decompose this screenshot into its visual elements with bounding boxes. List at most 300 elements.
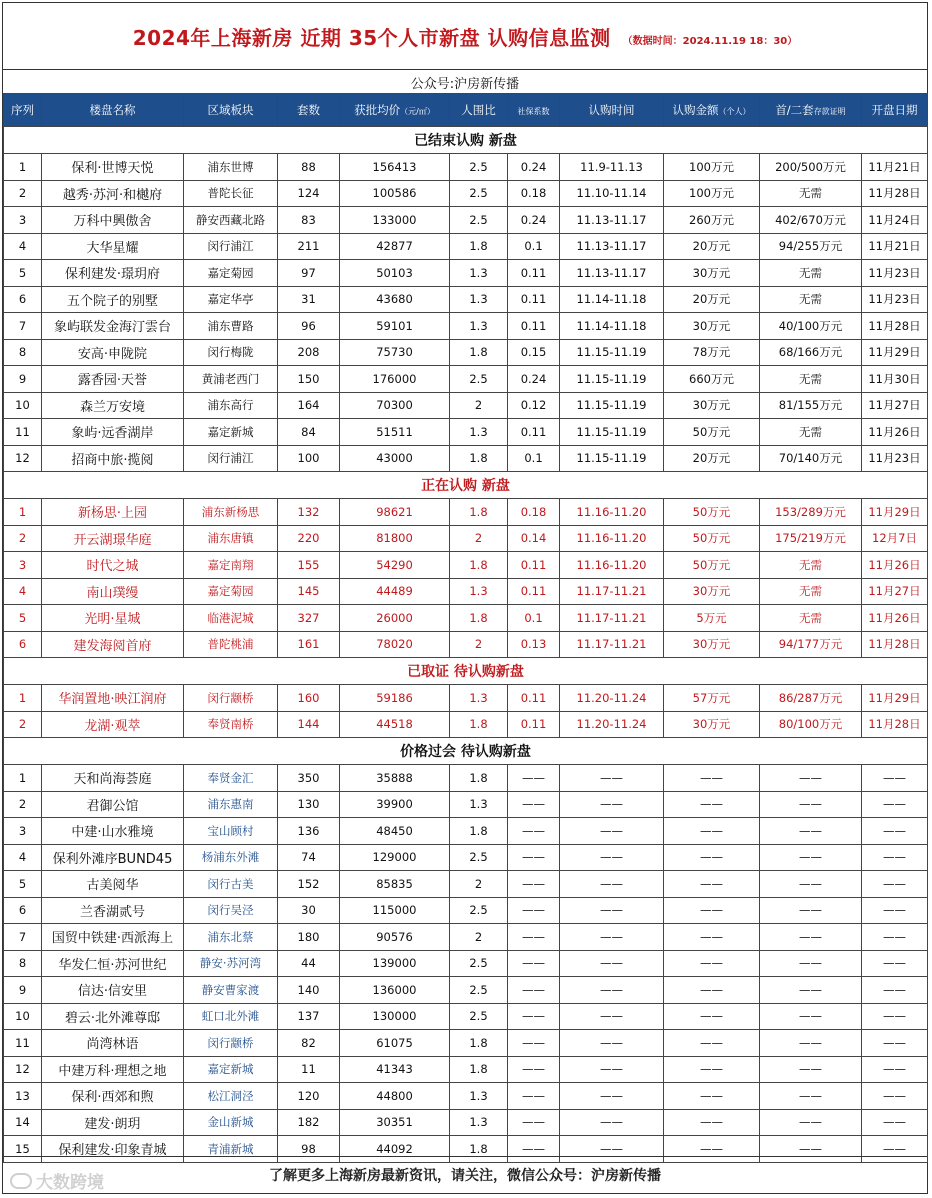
cell-price: 78020 bbox=[340, 631, 450, 658]
cell-downpay: 80/100万元 bbox=[760, 711, 862, 738]
section-title: 正在认购 新盘 bbox=[4, 472, 928, 499]
cell-open-date: —— bbox=[862, 1056, 928, 1083]
cell-social: —— bbox=[508, 1083, 560, 1110]
cell-social: —— bbox=[508, 950, 560, 977]
cell-social: 0.11 bbox=[508, 286, 560, 313]
cell-amount: 100万元 bbox=[664, 154, 760, 181]
cell-ratio: 2.5 bbox=[450, 844, 508, 871]
cell-units: 161 bbox=[278, 631, 340, 658]
cell-price: 42877 bbox=[340, 233, 450, 260]
table-row bbox=[4, 765, 928, 792]
cell-amount: 50万元 bbox=[664, 419, 760, 446]
cell-downpay: 70/140万元 bbox=[760, 445, 862, 472]
table-row bbox=[4, 180, 928, 207]
cell-district: 浦东曹路 bbox=[184, 313, 278, 340]
table-row bbox=[4, 552, 928, 579]
cell-price: 44092 bbox=[340, 1136, 450, 1163]
section-title: 价格过会 待认购新盘 bbox=[4, 738, 928, 765]
cell-downpay: —— bbox=[760, 1109, 862, 1136]
cell-ratio: 1.8 bbox=[450, 445, 508, 472]
cell-name: 君御公馆 bbox=[42, 791, 184, 818]
cell-downpay: 86/287万元 bbox=[760, 685, 862, 712]
cell-downpay: 200/500万元 bbox=[760, 154, 862, 181]
table-row bbox=[4, 1056, 928, 1083]
table-row bbox=[4, 605, 928, 632]
header-open-date: 开盘日期 bbox=[862, 94, 928, 127]
cell-time: 11.15-11.19 bbox=[560, 366, 664, 393]
cell-units: 120 bbox=[278, 1083, 340, 1110]
cell-name: 信达·信安里 bbox=[42, 977, 184, 1004]
cell-name: 南山璞缦 bbox=[42, 578, 184, 605]
cell-index: 7 bbox=[4, 924, 42, 951]
table-header-row bbox=[4, 94, 928, 127]
cell-ratio: 1.8 bbox=[450, 552, 508, 579]
cell-time: 11.20-11.24 bbox=[560, 711, 664, 738]
cell-downpay: —— bbox=[760, 1030, 862, 1057]
header-district: 区域板块 bbox=[184, 94, 278, 127]
cell-name: 中建万科·理想之地 bbox=[42, 1056, 184, 1083]
cell-units: 124 bbox=[278, 180, 340, 207]
cell-units: 220 bbox=[278, 525, 340, 552]
cell-units: 140 bbox=[278, 977, 340, 1004]
cell-social: —— bbox=[508, 871, 560, 898]
cell-name: 古美阅华 bbox=[42, 871, 184, 898]
table-row bbox=[4, 419, 928, 446]
data-timestamp: （数据时间：2024.11.19 18：30） bbox=[622, 35, 798, 47]
cell-index: 1 bbox=[4, 685, 42, 712]
cell-social: 0.11 bbox=[508, 685, 560, 712]
cell-social: 0.11 bbox=[508, 711, 560, 738]
cell-index: 2 bbox=[4, 711, 42, 738]
cell-downpay: —— bbox=[760, 977, 862, 1004]
cell-open-date: —— bbox=[862, 1003, 928, 1030]
cell-district: 闵行吴泾 bbox=[184, 897, 278, 924]
table-row bbox=[4, 339, 928, 366]
cell-price: 35888 bbox=[340, 765, 450, 792]
cell-social: —— bbox=[508, 924, 560, 951]
cell-open-date: 11月23日 bbox=[862, 286, 928, 313]
cell-name: 开云湖璟华庭 bbox=[42, 525, 184, 552]
cell-district: 静安西藏北路 bbox=[184, 207, 278, 234]
watermark-text: 大数跨境 bbox=[36, 1173, 104, 1193]
cell-units: 11 bbox=[278, 1056, 340, 1083]
cell-downpay: —— bbox=[760, 765, 862, 792]
cell-district: 浦东唐镇 bbox=[184, 525, 278, 552]
wechat-account: 公众号:沪房新传播 bbox=[3, 69, 927, 94]
cell-units: 182 bbox=[278, 1109, 340, 1136]
section-header bbox=[4, 472, 928, 499]
cell-name: 天和尚海荟庭 bbox=[42, 765, 184, 792]
cell-amount: —— bbox=[664, 791, 760, 818]
header-time: 认购时间 bbox=[560, 94, 664, 127]
cell-social: 0.14 bbox=[508, 525, 560, 552]
cell-open-date: 11月24日 bbox=[862, 207, 928, 234]
cell-index: 12 bbox=[4, 445, 42, 472]
cell-units: 145 bbox=[278, 578, 340, 605]
cell-index: 6 bbox=[4, 286, 42, 313]
cell-units: 98 bbox=[278, 1136, 340, 1163]
report-sheet bbox=[2, 2, 928, 1194]
cell-units: 350 bbox=[278, 765, 340, 792]
cell-index: 7 bbox=[4, 313, 42, 340]
table-row bbox=[4, 631, 928, 658]
cell-district: 奉贤金汇 bbox=[184, 765, 278, 792]
cell-downpay: 无需 bbox=[760, 180, 862, 207]
cell-units: 211 bbox=[278, 233, 340, 260]
listing-table bbox=[3, 93, 928, 1163]
cell-ratio: 1.8 bbox=[450, 605, 508, 632]
cell-social: —— bbox=[508, 1109, 560, 1136]
cell-downpay: 无需 bbox=[760, 419, 862, 446]
cell-amount: —— bbox=[664, 1136, 760, 1163]
cell-time: —— bbox=[560, 1030, 664, 1057]
cell-ratio: 1.8 bbox=[450, 1136, 508, 1163]
cell-index: 6 bbox=[4, 897, 42, 924]
cell-social: 0.24 bbox=[508, 366, 560, 393]
cell-open-date: —— bbox=[862, 897, 928, 924]
cell-social: —— bbox=[508, 791, 560, 818]
cell-ratio: 1.3 bbox=[450, 685, 508, 712]
cell-price: 75730 bbox=[340, 339, 450, 366]
cell-name: 龙湖·观萃 bbox=[42, 711, 184, 738]
section-header bbox=[4, 658, 928, 685]
table-row bbox=[4, 977, 928, 1004]
cell-open-date: 11月29日 bbox=[862, 685, 928, 712]
cell-open-date: 11月21日 bbox=[862, 154, 928, 181]
cell-social: 0.11 bbox=[508, 260, 560, 287]
cell-downpay: —— bbox=[760, 791, 862, 818]
cell-district: 闵行颛桥 bbox=[184, 685, 278, 712]
cell-ratio: 1.3 bbox=[450, 260, 508, 287]
cell-open-date: —— bbox=[862, 844, 928, 871]
cell-social: 0.18 bbox=[508, 499, 560, 526]
cell-units: 327 bbox=[278, 605, 340, 632]
cell-units: 130 bbox=[278, 791, 340, 818]
cell-units: 150 bbox=[278, 366, 340, 393]
watermark-logo-icon bbox=[10, 1173, 32, 1189]
cell-district: 奉贤南桥 bbox=[184, 711, 278, 738]
cell-amount: —— bbox=[664, 1030, 760, 1057]
cell-time: 11.15-11.19 bbox=[560, 339, 664, 366]
cell-units: 160 bbox=[278, 685, 340, 712]
cell-time: 11.16-11.20 bbox=[560, 552, 664, 579]
header-amount: 认购金额（个人） bbox=[664, 94, 760, 127]
header-units: 套数 bbox=[278, 94, 340, 127]
cell-name: 保利外滩序BUND45 bbox=[42, 844, 184, 871]
table-row bbox=[4, 499, 928, 526]
cell-amount: 30万元 bbox=[664, 631, 760, 658]
cell-open-date: 11月28日 bbox=[862, 180, 928, 207]
cell-index: 5 bbox=[4, 260, 42, 287]
cell-amount: 260万元 bbox=[664, 207, 760, 234]
cell-ratio: 2 bbox=[450, 871, 508, 898]
table-row bbox=[4, 685, 928, 712]
cell-index: 2 bbox=[4, 180, 42, 207]
page-title: 2024年上海新房 近期 35个人市新盘 认购信息监测 bbox=[132, 25, 611, 50]
cell-downpay: —— bbox=[760, 844, 862, 871]
cell-index: 3 bbox=[4, 207, 42, 234]
cell-district: 浦东北蔡 bbox=[184, 924, 278, 951]
cell-amount: 57万元 bbox=[664, 685, 760, 712]
cell-price: 129000 bbox=[340, 844, 450, 871]
footer-note: 了解更多上海新房最新资讯，请关注，微信公众号：沪房新传播 bbox=[3, 1156, 927, 1193]
cell-units: 144 bbox=[278, 711, 340, 738]
cell-district: 普陀长征 bbox=[184, 180, 278, 207]
table-row bbox=[4, 711, 928, 738]
cell-amount: —— bbox=[664, 924, 760, 951]
cell-open-date: 11月26日 bbox=[862, 552, 928, 579]
cell-name: 五个院子的别墅 bbox=[42, 286, 184, 313]
section-title: 已取证 待认购新盘 bbox=[4, 658, 928, 685]
cell-index: 3 bbox=[4, 552, 42, 579]
cell-price: 139000 bbox=[340, 950, 450, 977]
cell-district: 浦东高行 bbox=[184, 392, 278, 419]
cell-district: 嘉定新城 bbox=[184, 419, 278, 446]
cell-index: 4 bbox=[4, 844, 42, 871]
cell-price: 130000 bbox=[340, 1003, 450, 1030]
cell-downpay: 94/255万元 bbox=[760, 233, 862, 260]
cell-amount: —— bbox=[664, 1003, 760, 1030]
table-row bbox=[4, 207, 928, 234]
cell-price: 176000 bbox=[340, 366, 450, 393]
cell-index: 1 bbox=[4, 154, 42, 181]
cell-ratio: 2.5 bbox=[450, 207, 508, 234]
cell-district: 浦东世博 bbox=[184, 154, 278, 181]
cell-social: —— bbox=[508, 1030, 560, 1057]
cell-units: 132 bbox=[278, 499, 340, 526]
cell-index: 14 bbox=[4, 1109, 42, 1136]
cell-open-date: —— bbox=[862, 950, 928, 977]
cell-open-date: 11月21日 bbox=[862, 233, 928, 260]
cell-ratio: 1.8 bbox=[450, 1056, 508, 1083]
cell-units: 84 bbox=[278, 419, 340, 446]
cell-units: 31 bbox=[278, 286, 340, 313]
cell-time: 11.16-11.20 bbox=[560, 499, 664, 526]
cell-time: —— bbox=[560, 818, 664, 845]
cell-district: 嘉定南翔 bbox=[184, 552, 278, 579]
cell-social: 0.11 bbox=[508, 419, 560, 446]
cell-name: 华发仁恒·苏河世纪 bbox=[42, 950, 184, 977]
cell-ratio: 2.5 bbox=[450, 1003, 508, 1030]
table-row bbox=[4, 154, 928, 181]
cell-district: 嘉定新城 bbox=[184, 1056, 278, 1083]
cell-time: 11.16-11.20 bbox=[560, 525, 664, 552]
cell-price: 48450 bbox=[340, 818, 450, 845]
title-bar bbox=[3, 3, 927, 69]
cell-index: 4 bbox=[4, 578, 42, 605]
cell-time: —— bbox=[560, 897, 664, 924]
cell-price: 61075 bbox=[340, 1030, 450, 1057]
cell-time: 11.15-11.19 bbox=[560, 445, 664, 472]
cell-amount: —— bbox=[664, 844, 760, 871]
cell-price: 85835 bbox=[340, 871, 450, 898]
cell-name: 大华星耀 bbox=[42, 233, 184, 260]
cell-district: 闵行颛桥 bbox=[184, 1030, 278, 1057]
table-row bbox=[4, 924, 928, 951]
cell-index: 1 bbox=[4, 765, 42, 792]
cell-index: 2 bbox=[4, 791, 42, 818]
cell-amount: —— bbox=[664, 1056, 760, 1083]
cell-open-date: —— bbox=[862, 924, 928, 951]
cell-ratio: 2 bbox=[450, 631, 508, 658]
cell-open-date: 12月7日 bbox=[862, 525, 928, 552]
cell-ratio: 1.8 bbox=[450, 711, 508, 738]
cell-ratio: 2.5 bbox=[450, 154, 508, 181]
cell-district: 闵行梅陇 bbox=[184, 339, 278, 366]
cell-district: 浦东惠南 bbox=[184, 791, 278, 818]
cell-downpay: —— bbox=[760, 1136, 862, 1163]
cell-social: 0.11 bbox=[508, 313, 560, 340]
cell-downpay: —— bbox=[760, 1003, 862, 1030]
header-social: 社保系数 bbox=[508, 94, 560, 127]
table-row bbox=[4, 950, 928, 977]
cell-amount: —— bbox=[664, 977, 760, 1004]
cell-social: 0.12 bbox=[508, 392, 560, 419]
cell-index: 4 bbox=[4, 233, 42, 260]
cell-district: 虹口北外滩 bbox=[184, 1003, 278, 1030]
cell-index: 6 bbox=[4, 631, 42, 658]
cell-amount: 30万元 bbox=[664, 313, 760, 340]
cell-amount: 50万元 bbox=[664, 499, 760, 526]
cell-downpay: 无需 bbox=[760, 260, 862, 287]
cell-ratio: 2.5 bbox=[450, 897, 508, 924]
cell-amount: 5万元 bbox=[664, 605, 760, 632]
cell-ratio: 2.5 bbox=[450, 950, 508, 977]
header-name: 楼盘名称 bbox=[42, 94, 184, 127]
cell-price: 100586 bbox=[340, 180, 450, 207]
table-row bbox=[4, 791, 928, 818]
cell-ratio: 1.3 bbox=[450, 419, 508, 446]
cell-name: 象屿联发金海汀雲台 bbox=[42, 313, 184, 340]
cell-open-date: 11月27日 bbox=[862, 578, 928, 605]
cell-price: 26000 bbox=[340, 605, 450, 632]
cell-time: —— bbox=[560, 765, 664, 792]
cell-social: 0.15 bbox=[508, 339, 560, 366]
cell-open-date: —— bbox=[862, 765, 928, 792]
cell-time: —— bbox=[560, 1003, 664, 1030]
cell-social: 0.1 bbox=[508, 233, 560, 260]
cell-open-date: —— bbox=[862, 871, 928, 898]
cell-price: 156413 bbox=[340, 154, 450, 181]
cell-units: 152 bbox=[278, 871, 340, 898]
cell-social: —— bbox=[508, 897, 560, 924]
cell-amount: —— bbox=[664, 950, 760, 977]
cell-price: 115000 bbox=[340, 897, 450, 924]
cell-price: 90576 bbox=[340, 924, 450, 951]
cell-name: 万科中興傲舍 bbox=[42, 207, 184, 234]
cell-index: 12 bbox=[4, 1056, 42, 1083]
cell-social: 0.18 bbox=[508, 180, 560, 207]
cell-name: 象屿·远香湖岸 bbox=[42, 419, 184, 446]
cell-downpay: —— bbox=[760, 871, 862, 898]
cell-name: 中建·山水雅境 bbox=[42, 818, 184, 845]
cell-price: 51511 bbox=[340, 419, 450, 446]
cell-amount: —— bbox=[664, 818, 760, 845]
cell-time: 11.13-11.17 bbox=[560, 207, 664, 234]
cell-district: 闵行浦江 bbox=[184, 445, 278, 472]
cell-units: 88 bbox=[278, 154, 340, 181]
cell-price: 44489 bbox=[340, 578, 450, 605]
cell-price: 44800 bbox=[340, 1083, 450, 1110]
cell-price: 50103 bbox=[340, 260, 450, 287]
cell-social: —— bbox=[508, 765, 560, 792]
header-index: 序列 bbox=[4, 94, 42, 127]
cell-name: 保利建发·璟玥府 bbox=[42, 260, 184, 287]
cell-open-date: —— bbox=[862, 818, 928, 845]
cell-units: 164 bbox=[278, 392, 340, 419]
cell-downpay: 175/219万元 bbox=[760, 525, 862, 552]
cell-name: 安高·申陇院 bbox=[42, 339, 184, 366]
cell-units: 96 bbox=[278, 313, 340, 340]
header-price: 获批均价（元/㎡） bbox=[340, 94, 450, 127]
cell-time: 11.13-11.17 bbox=[560, 260, 664, 287]
cell-downpay: —— bbox=[760, 1083, 862, 1110]
cell-index: 9 bbox=[4, 366, 42, 393]
table-row bbox=[4, 313, 928, 340]
cell-amount: 30万元 bbox=[664, 260, 760, 287]
cell-name: 建发·朗玥 bbox=[42, 1109, 184, 1136]
cell-downpay: 无需 bbox=[760, 286, 862, 313]
cell-price: 39900 bbox=[340, 791, 450, 818]
cell-index: 10 bbox=[4, 1003, 42, 1030]
cell-price: 43000 bbox=[340, 445, 450, 472]
cell-district: 闵行古美 bbox=[184, 871, 278, 898]
cell-time: —— bbox=[560, 844, 664, 871]
cell-time: —— bbox=[560, 791, 664, 818]
cell-price: 43680 bbox=[340, 286, 450, 313]
cell-ratio: 1.8 bbox=[450, 339, 508, 366]
cell-social: 0.1 bbox=[508, 605, 560, 632]
cell-district: 普陀桃浦 bbox=[184, 631, 278, 658]
cell-open-date: 11月23日 bbox=[862, 445, 928, 472]
table-row bbox=[4, 897, 928, 924]
table-row bbox=[4, 445, 928, 472]
cell-name: 保利·西郊和煦 bbox=[42, 1083, 184, 1110]
cell-ratio: 1.3 bbox=[450, 1109, 508, 1136]
table-row bbox=[4, 233, 928, 260]
cell-units: 100 bbox=[278, 445, 340, 472]
cell-open-date: 11月28日 bbox=[862, 313, 928, 340]
cell-social: —— bbox=[508, 1136, 560, 1163]
cell-time: —— bbox=[560, 950, 664, 977]
cell-district: 黄浦老西门 bbox=[184, 366, 278, 393]
table-row bbox=[4, 1083, 928, 1110]
cell-name: 时代之城 bbox=[42, 552, 184, 579]
cell-downpay: 402/670万元 bbox=[760, 207, 862, 234]
cell-amount: 660万元 bbox=[664, 366, 760, 393]
cell-district: 金山新城 bbox=[184, 1109, 278, 1136]
cell-ratio: 2.5 bbox=[450, 977, 508, 1004]
cell-time: —— bbox=[560, 1083, 664, 1110]
cell-units: 137 bbox=[278, 1003, 340, 1030]
cell-amount: —— bbox=[664, 1109, 760, 1136]
cell-index: 8 bbox=[4, 950, 42, 977]
cell-social: 0.13 bbox=[508, 631, 560, 658]
header-downpay: 首/二套存款证明 bbox=[760, 94, 862, 127]
cell-price: 41343 bbox=[340, 1056, 450, 1083]
cell-time: —— bbox=[560, 1056, 664, 1083]
cell-district: 嘉定华亭 bbox=[184, 286, 278, 313]
cell-units: 208 bbox=[278, 339, 340, 366]
table-row bbox=[4, 286, 928, 313]
cell-index: 13 bbox=[4, 1083, 42, 1110]
cell-units: 97 bbox=[278, 260, 340, 287]
cell-time: —— bbox=[560, 871, 664, 898]
cell-name: 露香园·天誉 bbox=[42, 366, 184, 393]
cell-index: 11 bbox=[4, 1030, 42, 1057]
cell-open-date: 11月26日 bbox=[862, 419, 928, 446]
cell-open-date: 11月28日 bbox=[862, 711, 928, 738]
